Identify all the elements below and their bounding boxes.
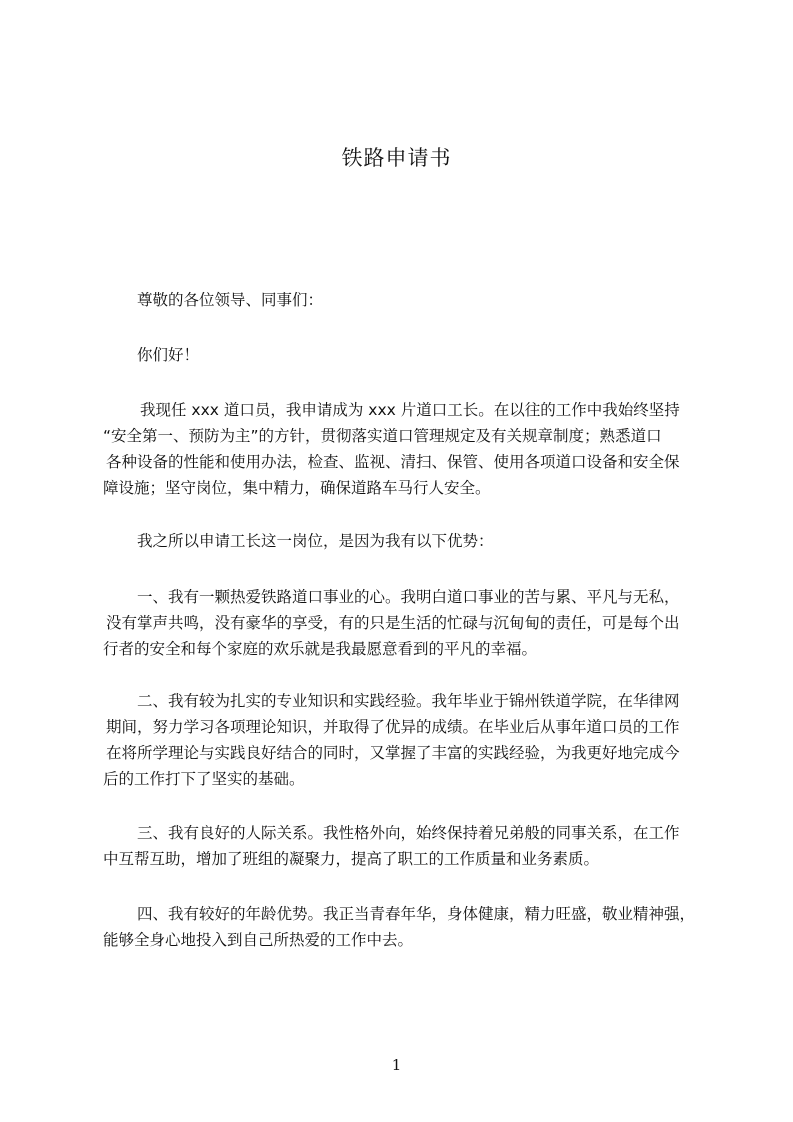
paragraph-line: 我之所以申请工长这一岗位，是因为我有以下优势： — [137, 532, 494, 550]
paragraph-line: 在将所学理论与实践良好结合的同时，又掌握了丰富的实践经验，为我更好地完成今 — [106, 744, 680, 762]
paragraph-line: 中互帮互助，增加了班组的凝聚力，提高了职工的工作质量和业务素质。 — [103, 850, 600, 868]
paragraph-line: 能够全身心地投入到自己所热爱的工作中去。 — [103, 931, 414, 949]
document-title: 铁路申请书 — [341, 146, 452, 170]
greeting-line: 你们好！ — [137, 346, 200, 364]
paragraph-5 — [103, 820, 703, 872]
salutation — [103, 287, 703, 313]
salutation-line: 尊敬的各位领导、同事们： — [137, 291, 324, 309]
paragraph-line: 后的工作打下了坚实的基础。 — [103, 770, 305, 788]
paragraph-line: 障设施；坚守岗位，集中精力，确保道路车马行人安全。 — [103, 479, 491, 497]
paragraph-line: 二、我有较为扎实的专业知识和实践经验。我年毕业于锦州铁道学院，在华律网 — [137, 692, 680, 710]
greeting — [103, 342, 703, 368]
paragraph-line: 四、我有较好的年龄优势。我正当青春年华，身体健康，精力旺盛，敬业精神强， — [137, 905, 696, 923]
page-number: 1 — [391, 1056, 402, 1074]
paragraph-line: “安全第一、预防为主”的方针，贯彻落实道口管理规定及有关规章制度；熟悉道口 — [103, 427, 662, 445]
paragraph-line: 没有掌声共鸣，没有豪华的享受，有的只是生活的忙碌与沉甸甸的责任，可是每个出 — [106, 614, 680, 632]
paragraph-1 — [103, 397, 703, 501]
paragraph-2 — [103, 528, 703, 554]
paragraph-line: 各种设备的性能和使用办法，检查、监视、清扫、保管、使用各项道口设备和安全保 — [106, 453, 680, 471]
paragraph-line: 三、我有良好的人际关系。我性格外向，始终保持着兄弟般的同事关系，在工作 — [137, 824, 680, 842]
paragraph-4 — [103, 688, 703, 792]
paragraph-line: 一、我有一颗热爱铁路道口事业的心。我明白道口事业的苦与累、平凡与无私， — [137, 588, 680, 606]
paragraph-line: 行者的安全和每个家庭的欢乐就是我最愿意看到的平凡的幸福。 — [103, 640, 538, 658]
paragraph-3 — [103, 584, 703, 662]
paragraph-line: 期间，努力学习各项理论知识，并取得了优异的成绩。在毕业后从事年道口员的工作 — [106, 718, 680, 736]
paragraph-line: 我现任 xxx 道口员，我申请成为 xxx 片道口工长。在以往的工作中我始终坚持 — [140, 401, 680, 419]
paragraph-6 — [103, 901, 703, 953]
